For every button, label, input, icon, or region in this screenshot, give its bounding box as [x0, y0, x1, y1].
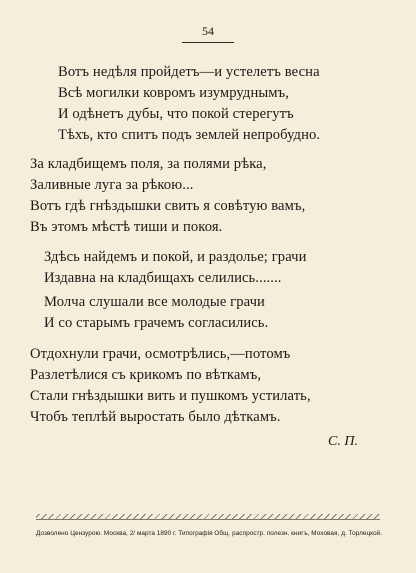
- verse-line: Всѣ могилки ковромъ изумруднымъ,: [58, 85, 289, 101]
- stanza-4: [44, 292, 416, 334]
- verse-line: За кладбищемъ поля, за полями рѣка,: [30, 156, 267, 172]
- footer-rule: [36, 514, 380, 519]
- stanza-5: [30, 344, 416, 428]
- page-number: 54: [202, 24, 214, 38]
- verse-line: Вотъ недѣля пройдетъ—и устелетъ весна: [58, 64, 320, 80]
- censorship-footer: Дозволено Цензурою. Москва, 2/ марта 1890 г. Типографія Общ. распростр. полезн. книгъ, Моховая, д. Торлецкой.: [36, 530, 383, 537]
- header-rule: [182, 42, 234, 43]
- verse-line: Тѣхъ, кто спитъ подъ землей непробудно.: [58, 127, 321, 143]
- verse-line: Молча слушали все молодые грачи: [44, 294, 265, 310]
- verse-line: Разлетѣлися съ крикомъ по вѣткамъ,: [30, 367, 262, 383]
- verse-line: Здѣсь найдемъ и покой, и раздолье; грачи: [44, 249, 307, 265]
- stanza-2: [30, 154, 416, 238]
- verse-line: И со старымъ грачемъ согласились.: [44, 315, 269, 331]
- stanza-1: [58, 62, 416, 146]
- stanza-3: [44, 247, 416, 289]
- verse-line: Заливные луга за рѣкою...: [30, 177, 194, 193]
- verse-line: Вотъ гдѣ гнѣздышки свить я совѣтую вамъ,: [30, 198, 306, 214]
- verse-line: Въ этомъ мѣстѣ тиши и покоя.: [30, 219, 223, 235]
- verse-line: Стали гнѣздышки вить и пушкомъ устилать,: [30, 388, 311, 404]
- verse-line: Отдохнули грачи, осмотрѣлись,—потомъ: [30, 346, 291, 362]
- author-signature: С. П.: [328, 434, 358, 449]
- verse-line: И одѣнетъ дубы, что покой стерегутъ: [58, 106, 294, 122]
- verse-line: Издавна на кладбищахъ селились.......: [44, 270, 282, 286]
- verse-line: Чтобъ теплѣй выростать было дѣткамъ.: [30, 409, 281, 425]
